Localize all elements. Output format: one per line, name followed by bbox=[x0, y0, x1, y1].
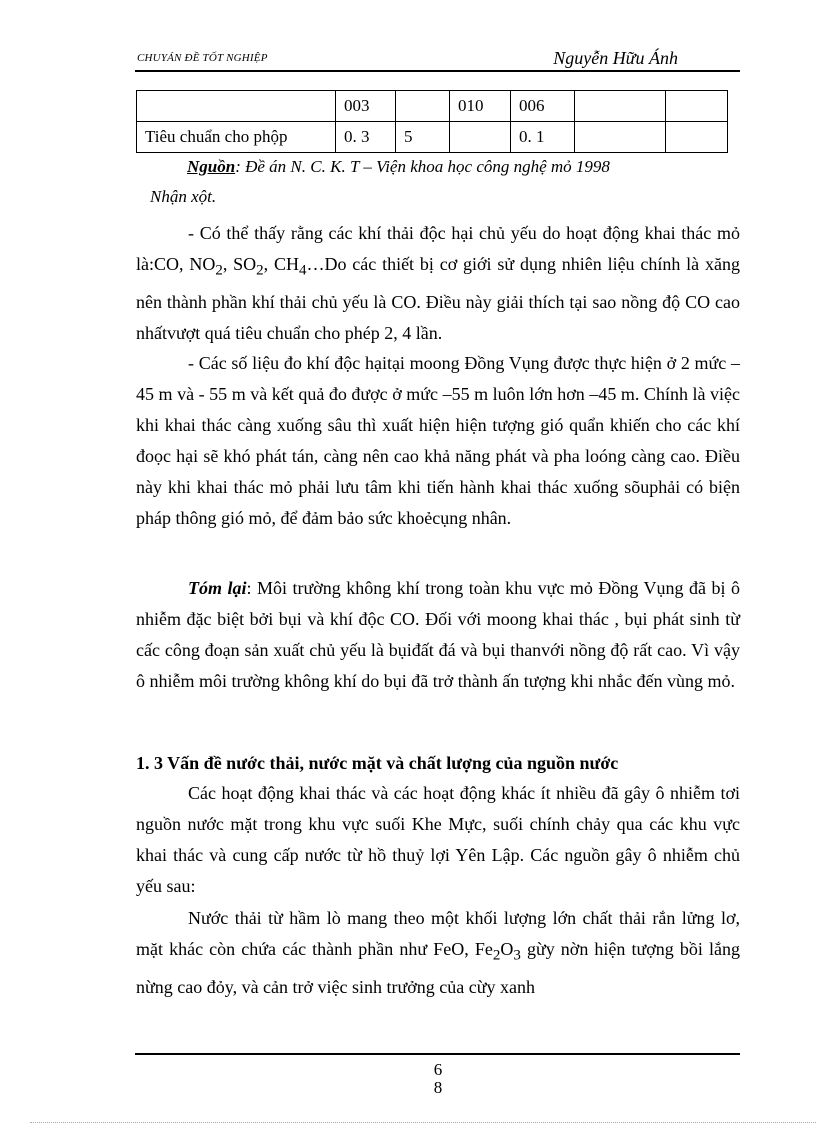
subscript: 2 bbox=[492, 947, 501, 964]
source-citation bbox=[187, 157, 610, 177]
table-cell bbox=[396, 91, 450, 122]
source-label: Nguồn bbox=[187, 157, 236, 176]
header-author: Nguyễn Hữu Ánh bbox=[553, 48, 678, 68]
table-row bbox=[137, 91, 728, 122]
table-row bbox=[137, 122, 728, 153]
table-cell bbox=[666, 122, 728, 153]
header-left-title: CHUYÁN ĐỀ TỐT NGHIỆP bbox=[137, 52, 268, 64]
paragraph-1 bbox=[136, 218, 740, 349]
text-run: - Có thể thấy rằng các khí thải độc hại chủ yếu do hoạt động khai thác mỏ là:CO, NO bbox=[136, 223, 740, 274]
section-heading: 1. 3 Vấn đề nước thải, nước mặt và chất lượng của nguồn nước bbox=[136, 753, 619, 773]
table-cell: 003 bbox=[336, 91, 396, 122]
page-number-secondary: 8 bbox=[433, 1078, 443, 1097]
text-run: : Môi trường không khí trong toàn khu vực mỏ Đồng Vụng đã bị ô nhiễm đặc biệt bởi bụi và khí độc CO. Đối với moong khai thác , bụi phát sinh từ cấc công đoạn sản xuất chủ yếu là bụiđất đá và bụi thanvới nồng độ rất cao. Vì vậy ô nhiễm môi trường không khí do bụi đã trở thành ấn tượng khi nhắc đến vùng mỏ. bbox=[136, 578, 741, 691]
table-cell bbox=[575, 91, 666, 122]
text-run: Các hoạt động khai thác và các hoạt động khác ít nhiều đã gây ô nhiễm tơi nguồn nước mặt trong khu vực suối Khe Mực, suối chính chảy qua các khu vực khai thác và cung cấp nước từ hồ thuỷ lợi Yên Lập. Các nguồn gây ô nhiễm chủ yếu sau: bbox=[136, 783, 740, 896]
table-cell: 0. 1 bbox=[511, 122, 575, 153]
text-run: , SO bbox=[222, 254, 257, 274]
table-cell: Tiêu chuẩn cho phộp bbox=[137, 122, 336, 153]
table-cell bbox=[575, 122, 666, 153]
footer-rule bbox=[135, 1053, 740, 1055]
paragraph-2 bbox=[136, 348, 740, 534]
table-cell bbox=[666, 91, 728, 122]
paragraph-3 bbox=[136, 573, 740, 697]
table-cell: 5 bbox=[396, 122, 450, 153]
data-table bbox=[136, 90, 728, 153]
remark-heading: Nhận xột. bbox=[150, 187, 217, 206]
source-text: : Đề án N. C. K. T – Viện khoa học công nghệ mỏ 1998 bbox=[235, 157, 610, 176]
text-run: - Các số liệu đo khí độc hạitại moong Đồng Vụng được thực hiện ở 2 mức –45 m và - 55 m và kết quả đo được ở mức –55 m luôn lớn hơn –45 m. Chính là việc khi khai thác càng xuống sâu thì xuất hiện hiện tượng gió quẩn khiến cho các khí đoọc hại sẽ khó phát tán, càng nên cao khả năng phát và pha loóng càng cao. Điều này khi khai thác mỏ phải lưu tâm khi tiến hành khai thác xuống sõuphải có biện pháp thông gió mỏ, để đảm bảo sức khoẻcụng nhân. bbox=[136, 353, 740, 528]
table-cell bbox=[450, 122, 511, 153]
summary-lead: Tóm lại bbox=[188, 578, 247, 598]
text-run: gừy nờn hiện tượng bồi lắng nừng cao đỏy, và cản trở việc sinh trưởng của cừy xanh bbox=[136, 939, 741, 997]
subscript: 2 bbox=[215, 262, 223, 279]
paragraph-5 bbox=[136, 903, 740, 1003]
table-cell: 010 bbox=[450, 91, 511, 122]
text-run: Nước thải từ hầm lò mang theo một khối lượng lớn chất thải rắn lửng lơ, mặt khác còn chứa các thành phần như FeO, Fe bbox=[136, 908, 740, 959]
subscript: 4 bbox=[298, 262, 307, 279]
table-cell: 0. 3 bbox=[336, 122, 396, 153]
paragraph-4 bbox=[136, 778, 740, 902]
subscript: 3 bbox=[513, 947, 521, 964]
page-number: 6 bbox=[433, 1060, 443, 1079]
text-run: , CH bbox=[263, 254, 299, 274]
subscript: 2 bbox=[256, 262, 264, 279]
header-rule bbox=[135, 70, 740, 72]
table-cell: 006 bbox=[511, 91, 575, 122]
text-run: …Do các thiết bị cơ giới sử dụng nhiên liệu chính là xăng nên thành phần khí thải chủ yếu là CO. Điều này giải thích tại sao nồng độ CO cao nhấtvượt quá tiêu chuẩn cho phép 2, 4 lần. bbox=[136, 254, 740, 343]
table-cell bbox=[137, 91, 336, 122]
text-run: O bbox=[500, 939, 514, 959]
